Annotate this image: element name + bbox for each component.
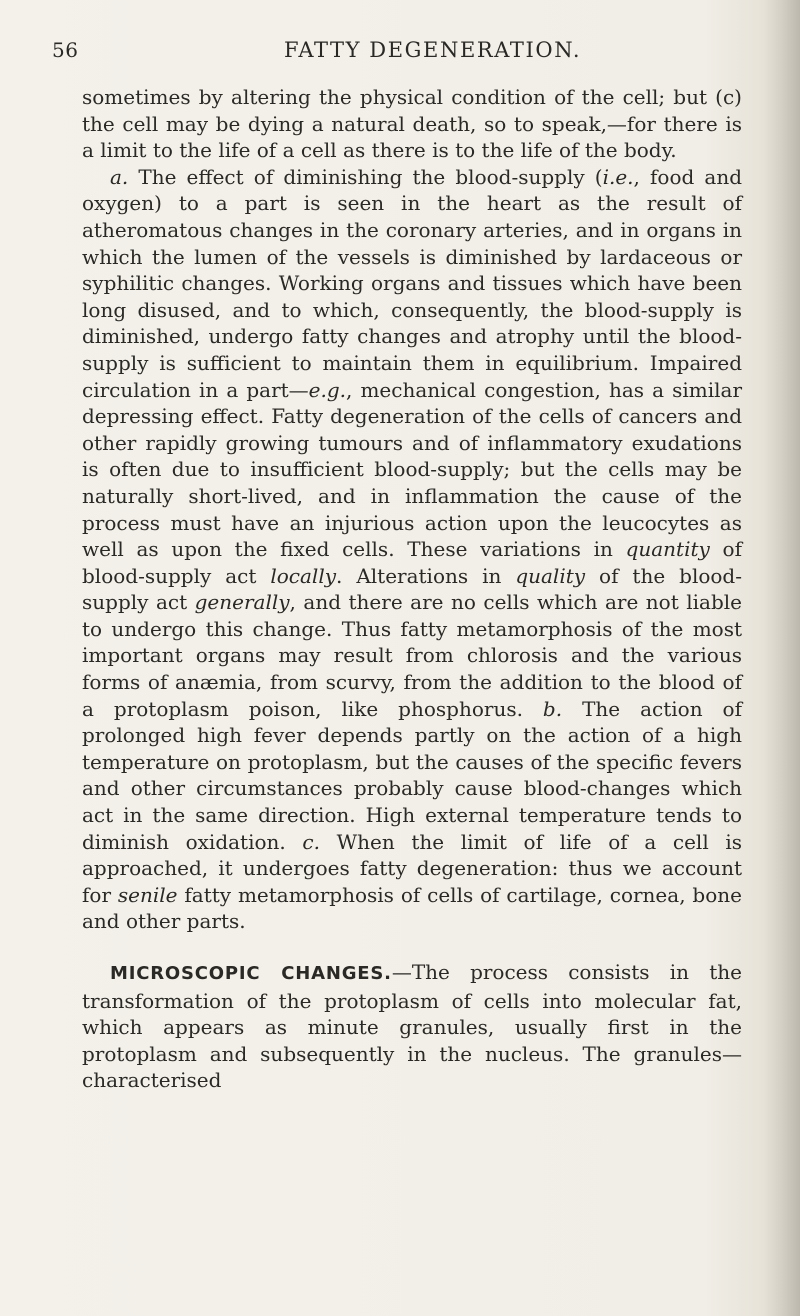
p2-text-8: The action of prolonged high fever depends partly on the action of a high temperature on protoplasm, but the causes of the specific fevers and other circumstances probably cause blood-changes which act in the same direction. High external temperature tends to diminish oxidation. [82,696,742,854]
running-title: FATTY DEGENERATION. [284,38,582,62]
italic-ie: i.e. [602,164,634,189]
p2-text-2: , food and oxygen) to a part is seen in the heart as the result of atheromatous changes in the coronary arteries, and in organs in which the lumen of the vessels is diminished by lardaceous or syphilitic changes. Working organs and tissues which have been long disused, and to which, consequently, the blood-supply is diminished, undergo fatty changes and atrophy until the blood-supply is sufficient to maintain them in equilibrium. Impaired circulation in a part— [82,164,743,402]
paragraph-2 [82,164,742,935]
page-edge-shadow [764,0,800,1316]
italic-quantity: quantity [625,537,710,562]
marker-b: b. [542,696,563,721]
page-body [82,84,742,1094]
p2-text-10: fatty metamorphosis of cells of cartilage, cornea, bone and other parts. [82,882,742,934]
p2-text-9: When the limit of life of a cell is approached, it undergoes fatty degeneration: thus we account for [82,829,742,907]
page-number: 56 [52,38,79,62]
paragraph-1: sometimes by altering the physical condition of the cell; but (c) the cell may be dying a natural death, so to speak,—for there is a limit to the life of a cell as there is to the life of the body. [82,85,742,163]
marker-a: a. [110,164,129,189]
p2-text-5: . Alterations in [336,563,516,588]
p2-text-3: , mechanical congestion, has a similar depressing effect. Fatty degeneration of the cells of cancers and other rapidly growing tumours and of inflammatory exudations is often due to insufficient blood-supply; but the cells may be naturally short-lived, and in inflammation the cause of the process must have an injurious action upon the leucocytes as well as upon the fixed cells. These variations in [82,377,742,562]
p2-text-4: of blood-supply act [82,537,742,588]
italic-eg: e.g. [308,377,347,402]
section-heading: MICROSCOPIC CHANGES. [110,963,392,984]
italic-senile: senile [117,882,178,907]
italic-generally: generally [194,590,290,615]
italic-quality: quality [515,563,586,588]
italic-locally: locally [270,563,337,588]
p2-text-1: The effect of diminishing the blood-supply ( [128,164,603,189]
page-header [52,38,752,74]
marker-c: c. [302,829,320,854]
paragraph-3 [82,959,742,1094]
p2-text-7: , and there are no cells which are not liable to undergo this change. Thus fatty metamorphosis of the most important organs may result from chlorosis and the various forms of anæmia, from scurvy, from the addition to the blood of a protoplasm poison, like phosphorus. [82,590,742,721]
p3-text: —The process consists in the transformation of the protoplasm of cells into molecular fat, which appears as minute granules, usually first in the protoplasm and subsequently in the nucleus. The granules—characterised [82,960,742,1093]
p2-text-6: of the blood-supply act [82,563,742,615]
